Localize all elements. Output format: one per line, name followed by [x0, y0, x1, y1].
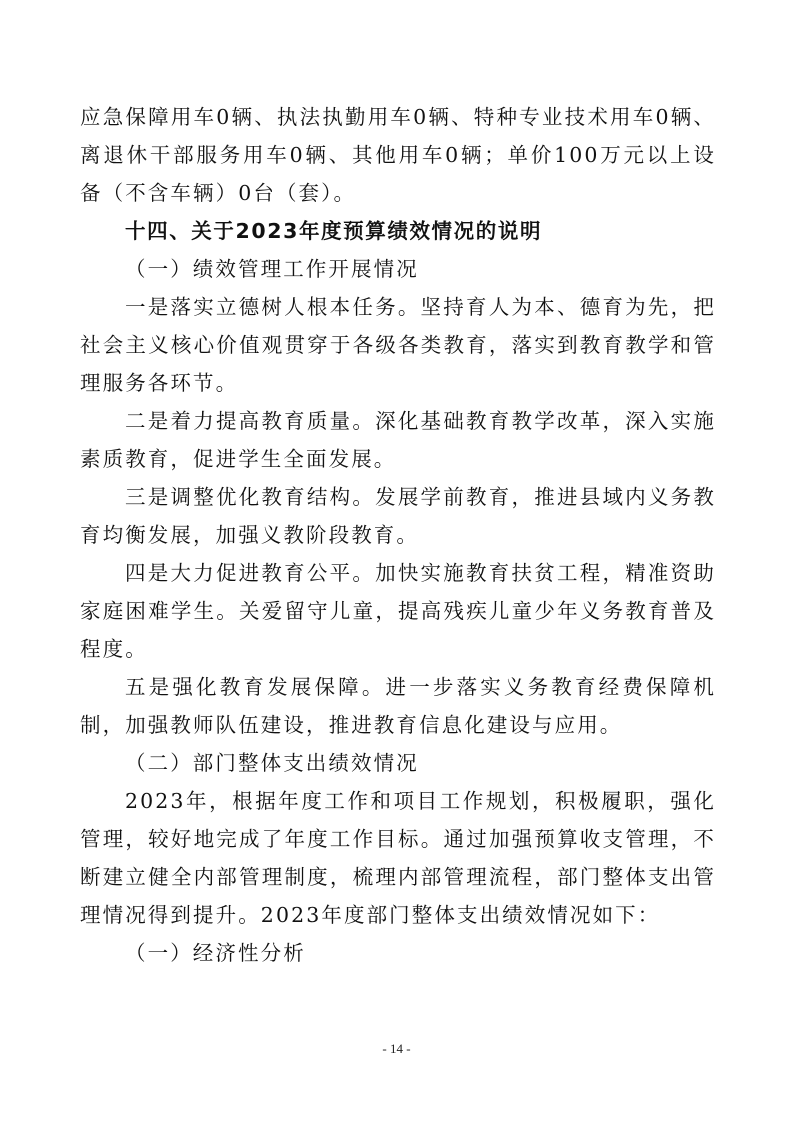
subsection-heading: （一）绩效管理工作开展情况: [125, 257, 419, 281]
section-heading: 十四、关于2023年度预算绩效情况的说明: [125, 219, 543, 243]
subsection-heading: （二）部门整体支出绩效情况: [125, 751, 419, 775]
subsection-heading: （一）经济性分析: [125, 941, 306, 965]
body-paragraph: 二是着力提高教育质量。深化基础教育教学改革，深入实施素质教育，促进学生全面发展。: [80, 409, 716, 471]
continuation-paragraph: 应急保障用车0辆、执法执勤用车0辆、特种专业技术用车0辆、离退休干部服务用车0辆、其他用车0辆；单价100万元以上设备（不含车辆）0台（套）。: [80, 105, 716, 205]
body-paragraph: 一是落实立德树人根本任务。坚持育人为本、德育为先，把社会主义核心价值观贯穿于各级各类教育，落实到教育教学和管理服务各环节。: [80, 295, 716, 395]
document-body: [80, 98, 716, 972]
body-paragraph: 三是调整优化教育结构。发展学前教育，推进县域内义务教育均衡发展，加强义教阶段教育。: [80, 485, 716, 547]
body-paragraph: 五是强化教育发展保障。进一步落实义务教育经费保障机制，加强教师队伍建设，推进教育信息化建设与应用。: [80, 675, 716, 737]
page-number: - 14 -: [382, 1041, 411, 1056]
body-paragraph: 四是大力促进教育公平。加快实施教育扶贫工程，精准资助家庭困难学生。关爱留守儿童，提高残疾儿童少年义务教育普及程度。: [80, 561, 716, 661]
body-paragraph: 2023年，根据年度工作和项目工作规划，积极履职，强化管理，较好地完成了年度工作目标。通过加强预算收支管理，不断建立健全内部管理制度，梳理内部管理流程，部门整体支出管理情况得到提升。2023年度部门整体支出绩效情况如下：: [80, 789, 716, 927]
